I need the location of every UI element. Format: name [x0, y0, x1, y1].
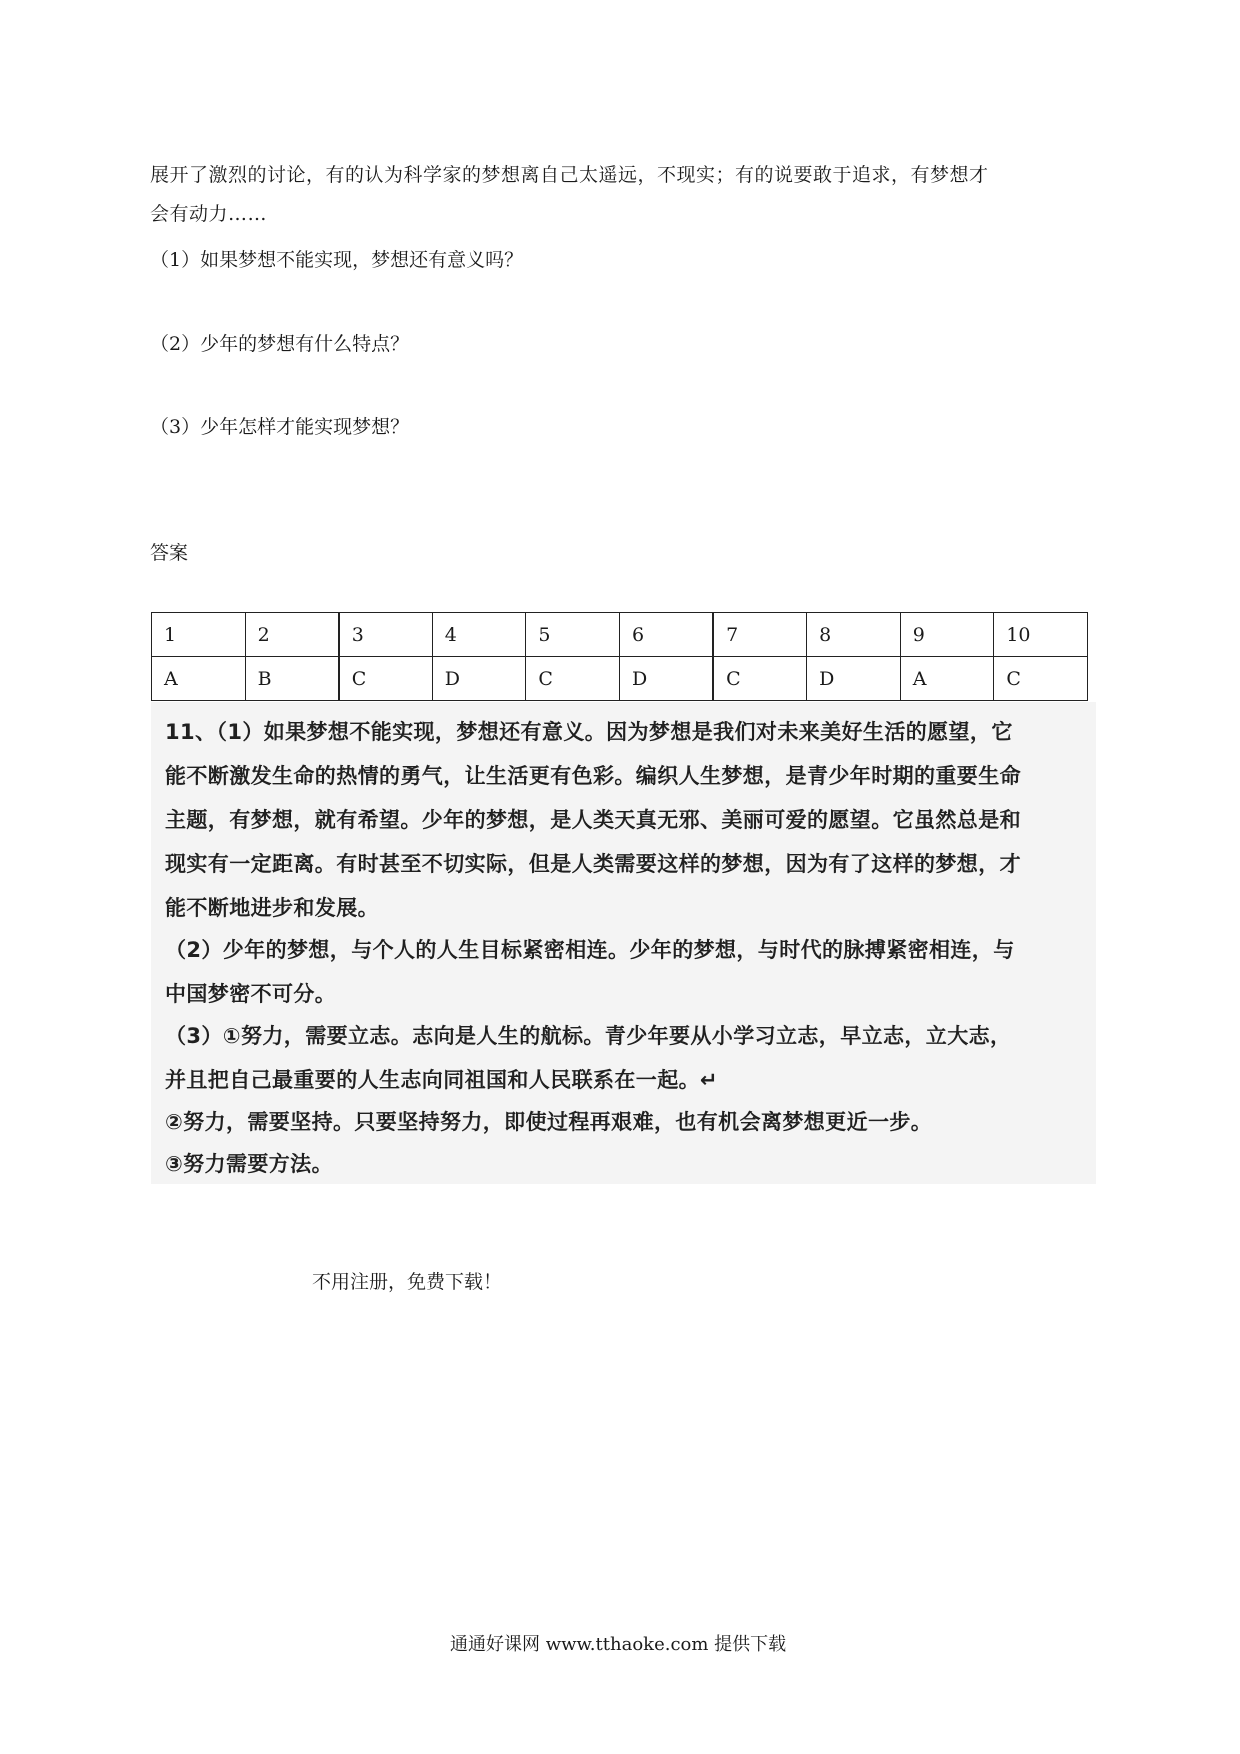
answer-11-line: （3）①努力，需要立志。志向是人生的航标。青少年要从小学习立志，早立志，立大志，: [165, 1024, 1012, 1048]
table-cell-number: 6: [619, 613, 713, 657]
answer-table-answer-row: [152, 657, 1088, 701]
table-cell-number: 3: [339, 613, 433, 657]
answer-11-line: 能不断激发生命的热情的勇气，让生活更有色彩。编织人生梦想，是青少年时期的重要生命: [165, 764, 1021, 788]
answer-11-line: 现实有一定距离。有时甚至不切实际，但是人类需要这样的梦想，因为有了这样的梦想，才: [165, 852, 1021, 876]
intro-line-2: 会有动力……: [150, 203, 268, 225]
intro-line-1: 展开了激烈的讨论，有的认为科学家的梦想离自己太遥远，不现实；有的说要敢于追求，有梦想才: [150, 164, 989, 186]
table-cell-number: 7: [713, 613, 807, 657]
table-cell-answer: C: [526, 657, 620, 701]
table-cell-answer: B: [245, 657, 339, 701]
answer-11-line: 主题，有梦想，就有希望。少年的梦想，是人类天真无邪、美丽可爱的愿望。它虽然总是和: [165, 808, 1021, 832]
table-cell-answer: C: [339, 657, 433, 701]
answer-11-line: （2）少年的梦想，与个人的人生目标紧密相连。少年的梦想，与时代的脉搏紧密相连，与: [165, 938, 1015, 962]
table-cell-answer: A: [900, 657, 994, 701]
footer-credit: 通通好课网 www.tthaoke.com 提供下载: [450, 1634, 787, 1655]
table-cell-answer: C: [994, 657, 1088, 701]
question-1: （1）如果梦想不能实现，梦想还有意义吗？: [150, 249, 524, 271]
answer-table: [151, 612, 1088, 701]
table-cell-number: 8: [807, 613, 901, 657]
answer-11-line: 能不断地进步和发展。: [165, 896, 379, 920]
table-cell-answer: C: [713, 657, 807, 701]
answer-11-line: 中国梦密不可分。: [165, 982, 337, 1006]
promo-text: 不用注册，免费下载！: [312, 1271, 503, 1293]
table-cell-answer: A: [152, 657, 246, 701]
table-cell-number: 4: [432, 613, 526, 657]
table-cell-number: 2: [245, 613, 339, 657]
answer-heading: 答案: [150, 542, 189, 564]
table-cell-answer: D: [432, 657, 526, 701]
answer-11-scan: [151, 702, 1096, 1184]
question-2: （2）少年的梦想有什么特点？: [150, 333, 410, 355]
answer-11-line: 并且把自己最重要的人生志向同祖国和人民联系在一起。↵: [165, 1068, 718, 1092]
table-cell-number: 1: [152, 613, 246, 657]
answer-11-line: ②努力，需要坚持。只要坚持努力，即使过程再艰难，也有机会离梦想更近一步。: [165, 1110, 933, 1134]
table-cell-number: 9: [900, 613, 994, 657]
table-cell-answer: D: [807, 657, 901, 701]
table-cell-number: 10: [994, 613, 1088, 657]
answer-11-line: 11、（1）如果梦想不能实现，梦想还有意义。因为梦想是我们对未来美好生活的愿望，它: [165, 720, 1013, 744]
answer-table-number-row: [152, 613, 1088, 657]
table-cell-number: 5: [526, 613, 620, 657]
question-3: （3）少年怎样才能实现梦想？: [150, 416, 410, 438]
table-cell-answer: D: [619, 657, 713, 701]
answer-11-line: ③努力需要方法。: [165, 1152, 333, 1176]
